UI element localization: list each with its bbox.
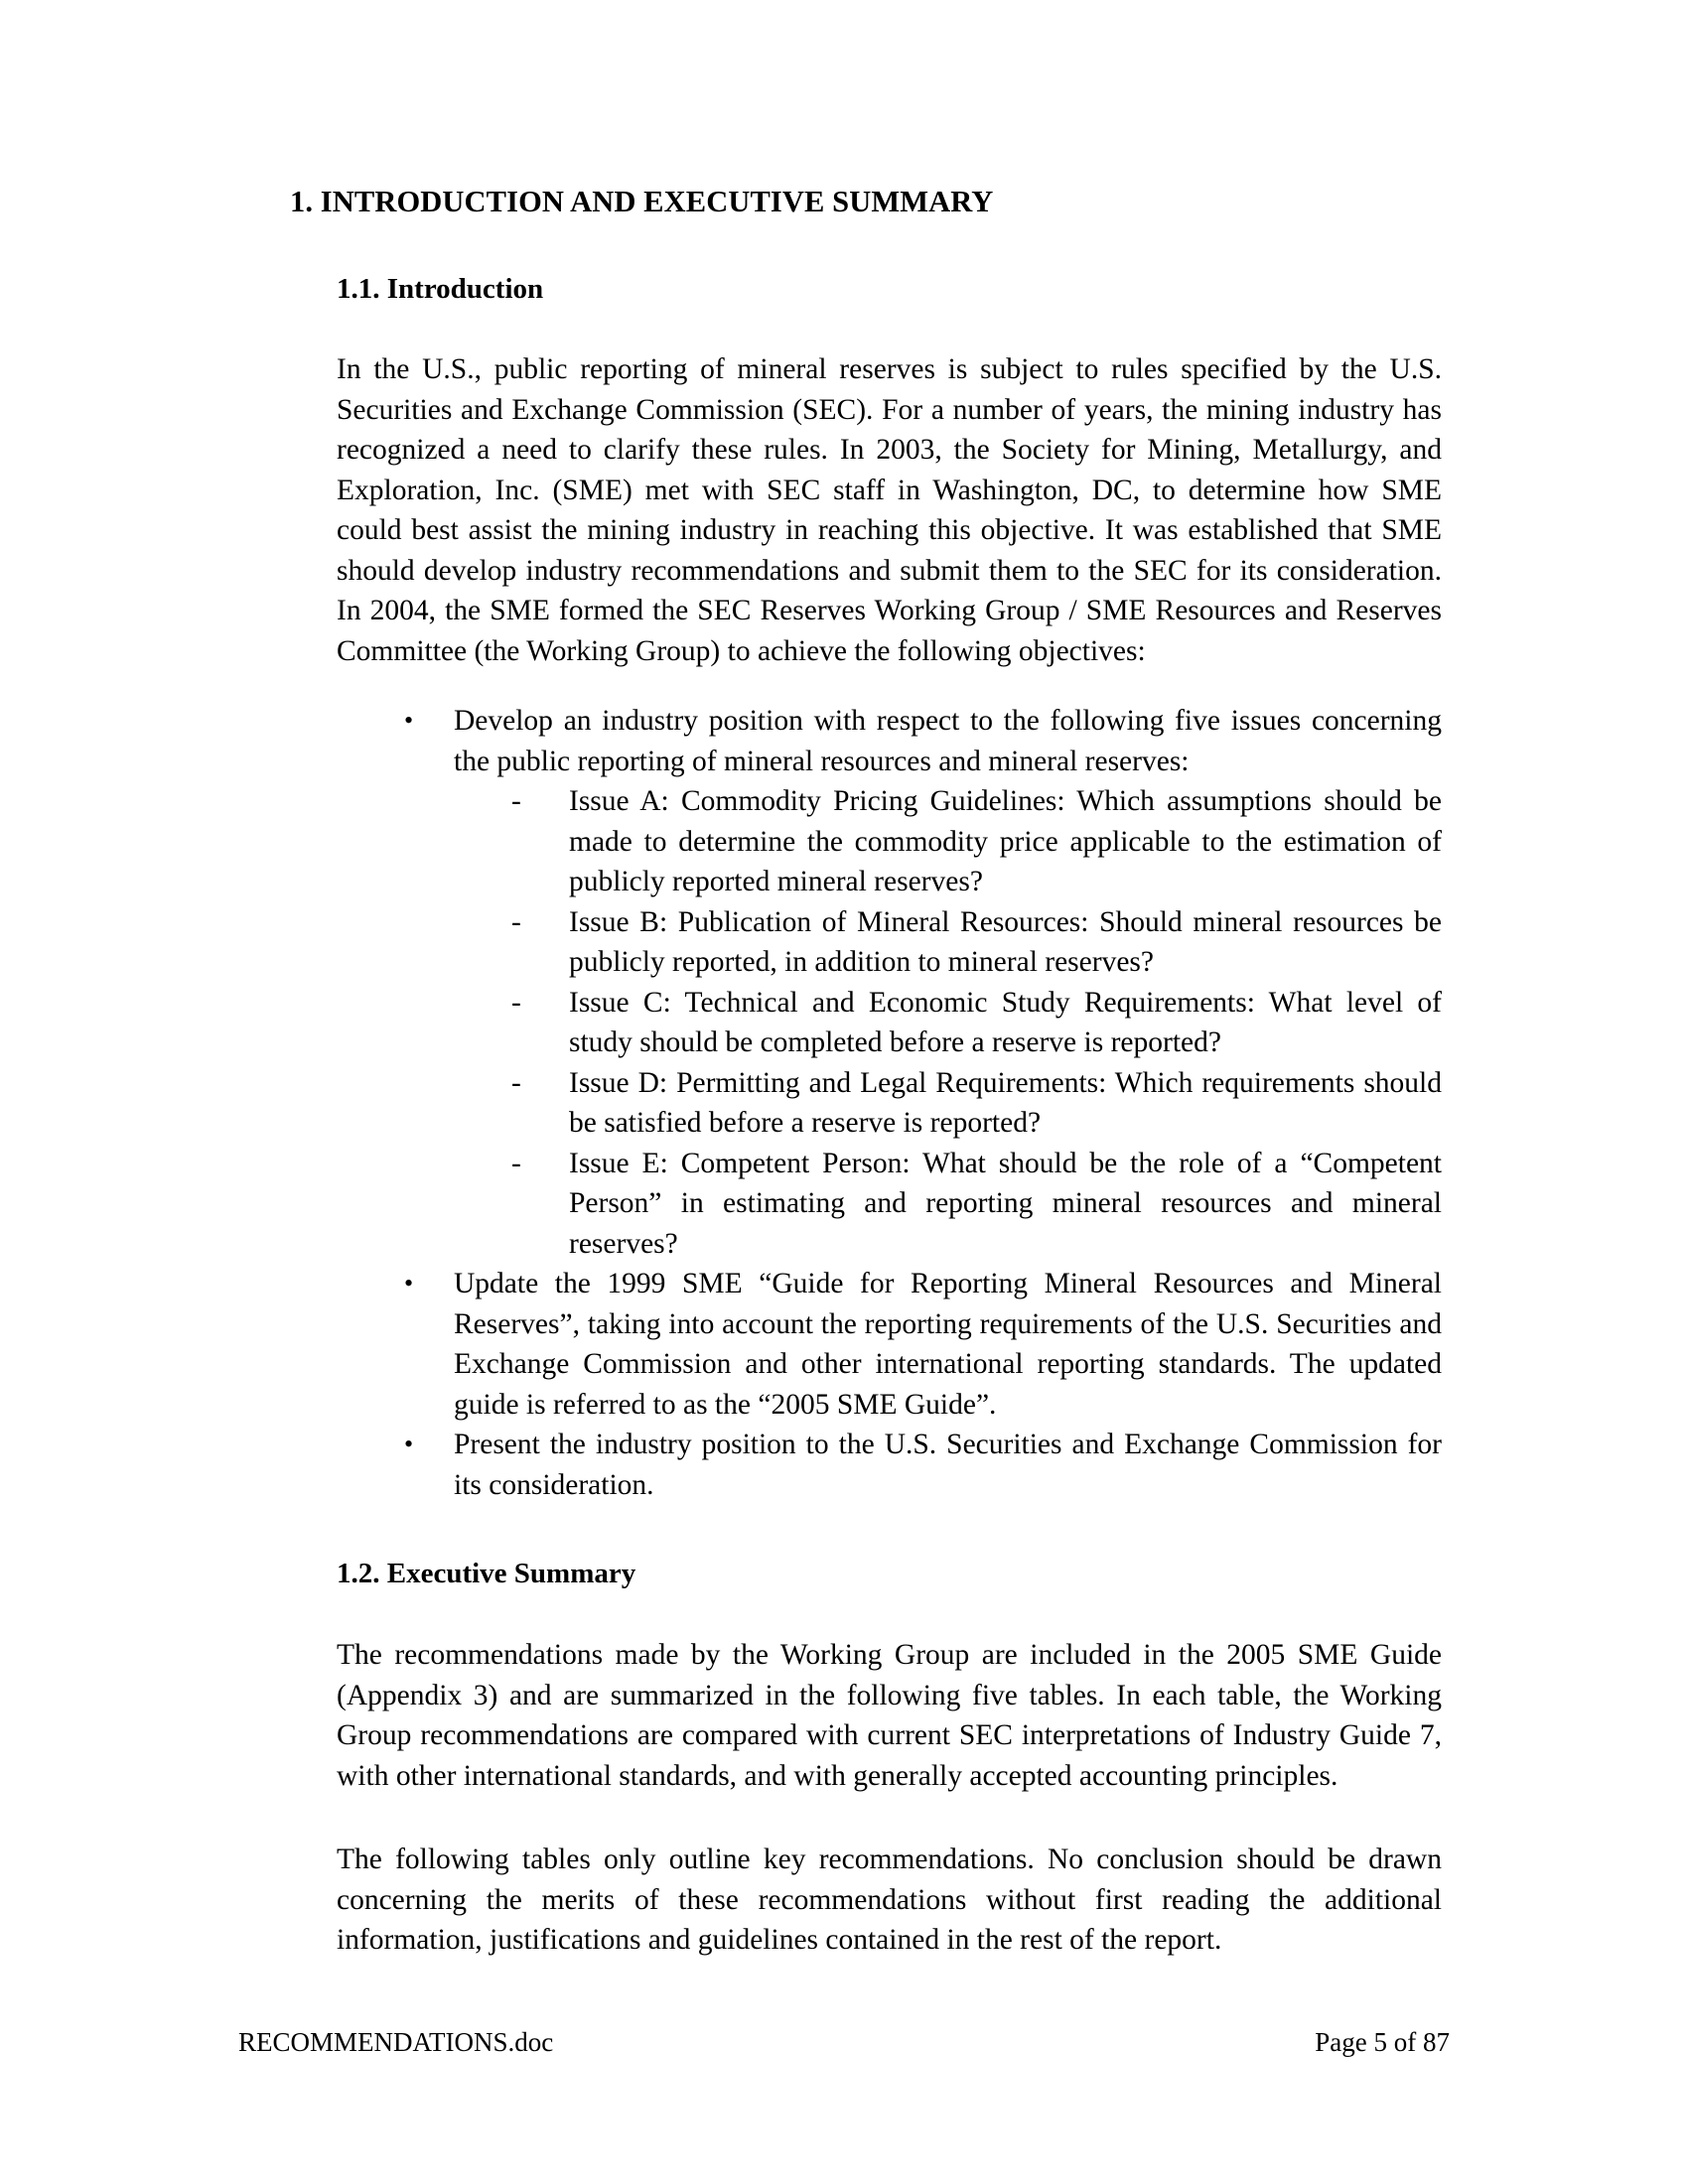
spacer bbox=[290, 220, 1442, 272]
list-item bbox=[454, 1144, 1442, 1265]
list-item-text: Issue C: Technical and Economic Study Requirements: What level of study should be completed before a reserve is reported? bbox=[569, 986, 1442, 1059]
objectives-bullet-list bbox=[290, 701, 1442, 1505]
bullet-marker-icon: • bbox=[404, 1269, 414, 1298]
bullet-marker-icon: • bbox=[404, 706, 414, 736]
list-item-text: Update the 1999 SME “Guide for Reporting Mineral Resources and Mineral Reserves”, taking into account the reporting requirements of the U.S. Securities and Exchange Commission and other international reporting standards. The updated guide is referred to as the “2005 SME Guide”. bbox=[454, 1268, 1442, 1421]
list-item bbox=[454, 1063, 1442, 1144]
executive-summary-paragraph-2: The following tables only outline key recommendations. No conclusion should be drawn concerning the merits of these recommendations without first reading the additional information, justifications and guidelines contained in the rest of the report. bbox=[337, 1843, 1442, 1957]
page-title: 1. INTRODUCTION AND EXECUTIVE SUMMARY bbox=[290, 185, 994, 218]
list-item-text: Issue A: Commodity Pricing Guidelines: Which assumptions should be made to determine the commodity price applicable to the estimation of publicly reported mineral reserves? bbox=[569, 785, 1442, 898]
section-heading-introduction: 1.1. Introduction bbox=[337, 272, 544, 305]
spacer bbox=[290, 1505, 1442, 1557]
dash-marker-icon: - bbox=[511, 986, 521, 1019]
section-heading-executive-summary: 1.2. Executive Summary bbox=[337, 1558, 636, 1590]
list-item bbox=[454, 983, 1442, 1063]
page-content bbox=[290, 184, 1442, 1961]
footer-file-name: RECOMMENDATIONS.doc bbox=[238, 2027, 554, 2057]
spacer bbox=[290, 1591, 1442, 1635]
list-item-text: Issue E: Competent Person: What should be the role of a “Competent Person” in estimating and reporting mineral resources and mineral reserves? bbox=[569, 1147, 1442, 1260]
executive-summary-paragraph-1: The recommendations made by the Working Group are included in the 2005 SME Guide (Appendix 3) and are summarized in the following five tables. In each table, the Working Group recommendations are compared with current SEC interpretations of Industry Guide 7, with other international standards, and with generally accepted accounting principles. bbox=[337, 1639, 1442, 1792]
list-item bbox=[454, 902, 1442, 983]
list-item bbox=[337, 701, 1442, 1264]
list-item bbox=[454, 781, 1442, 902]
list-item-text: Develop an industry position with respect to the following five issues concerning the public reporting of mineral resources and mineral reserves: bbox=[454, 705, 1442, 777]
dash-marker-icon: - bbox=[511, 905, 521, 938]
list-item bbox=[337, 1425, 1442, 1505]
list-item-text: Present the industry position to the U.S. Securities and Exchange Commission for its consideration. bbox=[454, 1429, 1442, 1501]
list-item bbox=[337, 1264, 1442, 1425]
dash-marker-icon: - bbox=[511, 1066, 521, 1099]
spacer bbox=[290, 1796, 1442, 1840]
bullet-marker-icon: • bbox=[404, 1430, 414, 1459]
dash-marker-icon: - bbox=[511, 1147, 521, 1179]
spacer bbox=[290, 306, 1442, 349]
issues-sublist bbox=[454, 781, 1442, 1264]
list-item-text: Issue B: Publication of Mineral Resources: Should mineral resources be publicly reported, in addition to mineral reserves? bbox=[569, 905, 1442, 979]
dash-marker-icon: - bbox=[511, 785, 521, 818]
list-item-text: Issue D: Permitting and Legal Requirements: Which requirements should be satisfied before a reserve is reported? bbox=[569, 1066, 1442, 1140]
introduction-paragraph: In the U.S., public reporting of mineral reserves is subject to rules specified by the U.S. Securities and Exchange Commission (SEC). For a number of years, the mining industry has recognized a need to clarify these rules. In 2003, the Society for Mining, Metallurgy, and Exploration, Inc. (SME) met with SEC staff in Washington, DC, to determine how SME could best assist the mining industry in reaching this objective. It was established that SME should develop industry recommendations and submit them to the SEC for its consideration. In 2004, the SME formed the SEC Reserves Working Group / SME Resources and Reserves Committee (the Working Group) to achieve the following objectives: bbox=[337, 353, 1442, 667]
page-footer bbox=[238, 2025, 1450, 2059]
footer-page-number: Page 5 of 87 bbox=[1315, 2027, 1450, 2057]
spacer bbox=[290, 671, 1442, 701]
